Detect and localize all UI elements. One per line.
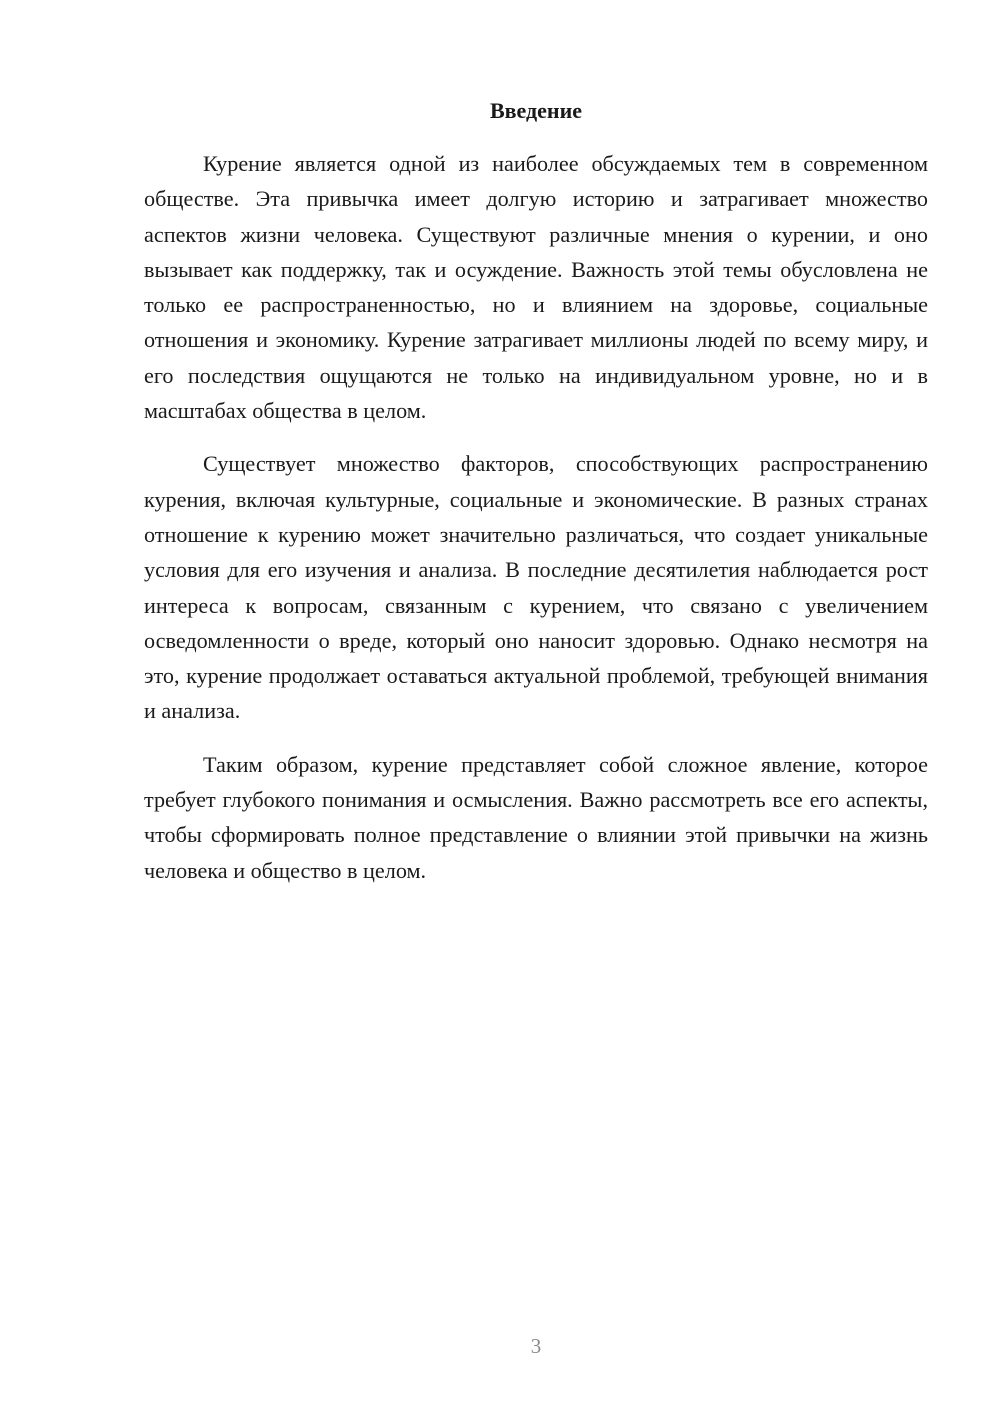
paragraph-3: Таким образом, курение представляет собой сложное явление, которое требует глубокого понимания и осмысления. Важно рассмотреть все его аспекты, чтобы сформировать полное представление о влиянии этой привычки на жизнь человека и общество в целом. xyxy=(144,751,928,883)
paragraph-1: Курение является одной из наиболее обсуждаемых тем в современном обществе. Эта привычка имеет долгую историю и затрагивает множество аспектов жизни человека. Существуют различные мнения о курении, и оно вызывает как поддержку, так и осуждение. Важность этой темы обусловлена не только ее распространенностью, но и влиянием на здоровье, социальные отношения и экономику. Курение затрагивает миллионы людей по всему миру, и его последствия ощущаются не только на индивидуальном уровне, но и в масштабах общества в целом. xyxy=(144,151,928,424)
page-number: 3 xyxy=(530,1334,542,1358)
paragraph-2: Существует множество факторов, способствующих распространению курения, включая культурные, социальные и экономические. В разных странах отношение к курению может значительно различаться, что создает уникальные условия для его изучения и анализа. В последние десятилетия наблюдается рост интереса к вопросам, связанным с курением, что связано с увеличением осведомленности о вреде, который оно наносит здоровью. Однако несмотря на это, курение продолжает оставаться актуальной проблемой, требующей внимания и анализа. xyxy=(144,451,928,724)
page-content xyxy=(144,96,928,906)
section-heading: Введение xyxy=(489,98,583,123)
